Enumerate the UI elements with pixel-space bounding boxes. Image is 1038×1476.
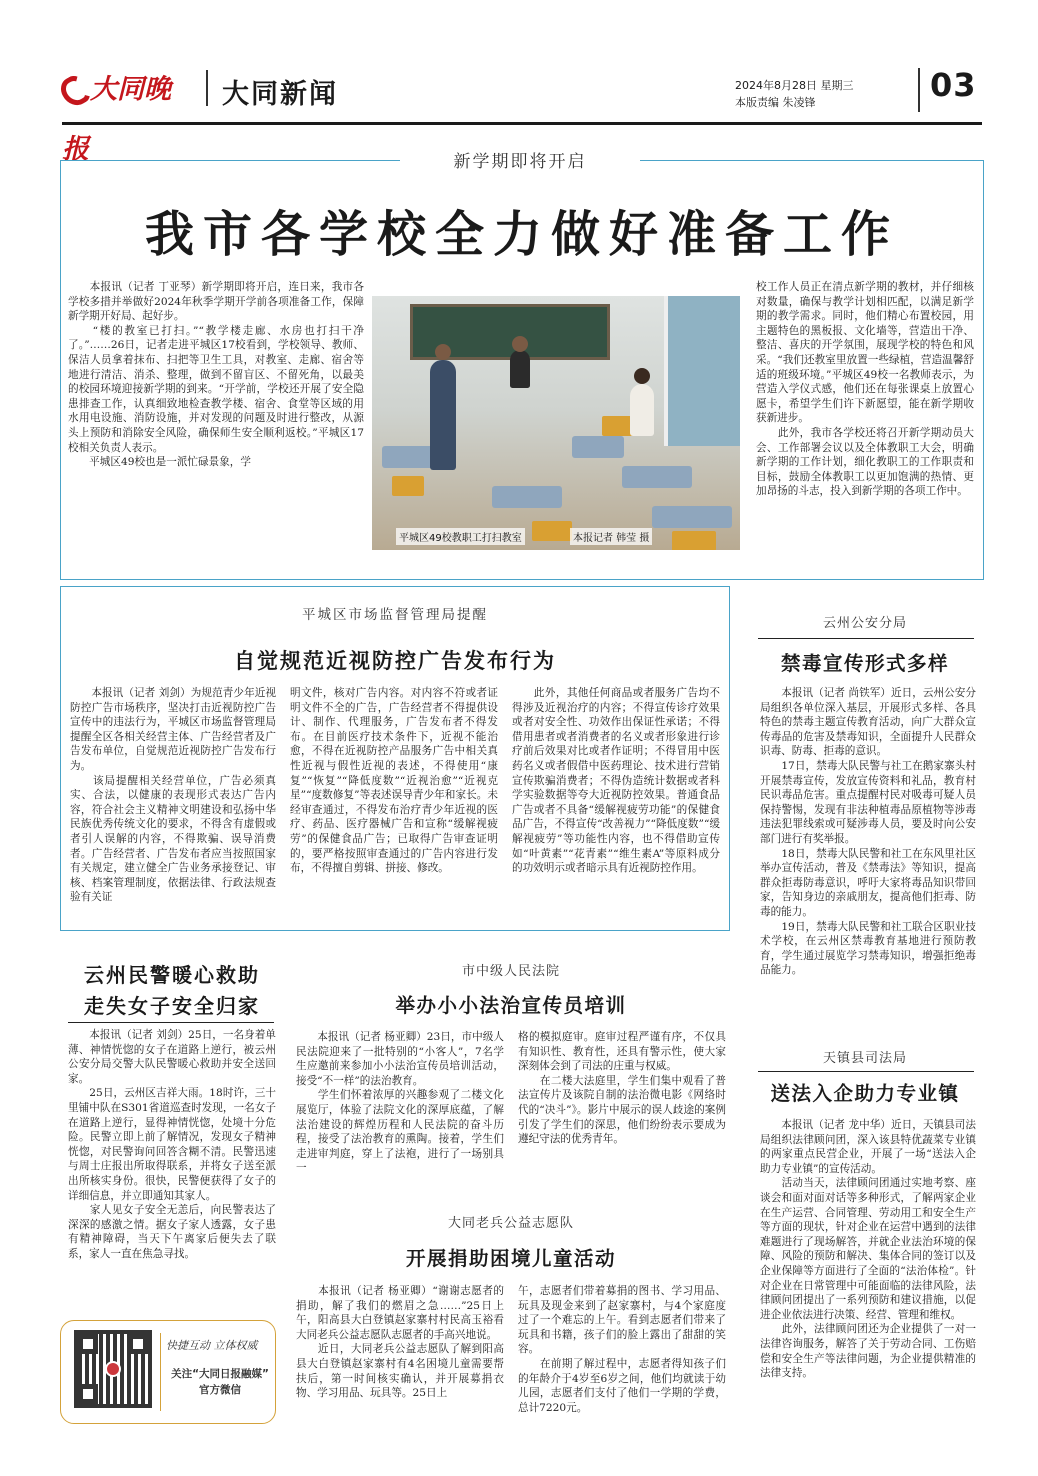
ad-body-column-3: 此外，其他任何商品或者服务广告均不得涉及近视治疗的内容；不得宣传诊疗效果或者对安全性、功效作出保证性承诺；不得借用患者或者消费者的名义或者形象进行诊疗前后效果对比或者作证明；不得冒用中医药名义或者假借中医药理论、技术进行营销宣传欺骗消费者；不得伪造统计数据或者科学实验数据等夸大近视防控效果。普通食品广告或者不具备“缓解视疲劳功能”的保健食品广告，不得宣传“改善视力”“降低度数”“缓解视疲劳”等功能性内容，也不得借助宣传如“叶黄素”“花青素”“维生素A”等原料成分的功效明示或者暗示具有近视防控作用。: [512, 687, 720, 875]
rescue-headline-line-2: 走失女子安全归家: [84, 994, 260, 1018]
court-article-kicker: 市中级人民法院: [461, 964, 560, 979]
desk-illustration: [492, 486, 562, 508]
qr-logo-icon: [105, 1361, 121, 1377]
desk-illustration: [622, 466, 692, 488]
lead-headline: 我市各学校全力做好准备工作: [144, 206, 899, 263]
photo-caption: 平城区49校教职工打扫教室: [396, 528, 525, 545]
ad-article-kicker: 平城区市场监督管理局提醒: [260, 603, 530, 623]
promo-divider: [160, 1333, 161, 1411]
qr-code[interactable]: [74, 1330, 152, 1408]
promo-follow-text: [166, 1366, 274, 1398]
rescue-article-body: 本报讯（记者 刘剑）25日，一名身着单薄、神情恍惚的女子在道路上逆行，被云州公安分局交警大队民警暖心救助并安全送回家。 25日，云州区吉祥大雨。18时许，三十里铺中队在S301省道巡查时发现，一名女子在道路上逆行，显得神情恍惚，处境十分危险。民警立即上前了解情况，发现女子精神恍惚，对民警询问回答含糊不清。民警迅速与周士庄报出所取得联系，并将女子送至派出所核实身份。很快，民警便获得了女子的详细信息，并立即通知其家人。 家人见女子安全无恙后，向民警表达了深深的感激之情。据女子家人透露，女子患有精神障碍，当天下午离家后便失去了联系，家人一直在焦急寻找。: [68, 1029, 276, 1260]
desk-illustration: [382, 446, 434, 468]
judicial-article-headline: 送法入企助力专业镇: [770, 1082, 960, 1105]
court-body-column-1: 本报讯（记者 杨亚卿）23日，市中级人民法院迎来了一批特别的“小客人”，7名学生应邀前来参加小小法治宣传员培训活动，接受“不一样”的法治教育。 学生们怀着浓厚的兴趣参观了二楼文化展览厅，体验了法院文化的深厚底蕴，了解法治建设的辉煌历程和人民法院的奋斗历程，接受了法治教育的熏陶。接着，学生们走进审判庭，穿上了法袍，进行了一场别具一: [296, 1031, 504, 1175]
desk-illustration: [572, 436, 624, 458]
volunteer-article-kicker: 大同老兵公益志愿队: [447, 1216, 574, 1231]
rescue-headline-rule: [68, 1022, 274, 1023]
page-editor: 本版责编 朱凌锋: [735, 96, 816, 109]
volunteer-body-column-2: 午，志愿者们带着募捐的图书、学习用品、玩具及现金来到了赵家寨村，与4个家庭度过了一个难忘的上午。看到志愿者们带来了玩具和书籍，孩子们的脸上露出了甜甜的笑容。 在前期了解过程中，志愿者得知孩子们的年龄介于4岁至6岁之间，他们均就读于幼儿园，志愿者们支付了他们一学期的学费，总计7220元。: [518, 1285, 726, 1414]
ad-body-column-2: 明文件，核对广告内容。对内容不符或者证明文件不全的广告，广告经营者不得提供设计、制作、代理服务，广告发布者不得发布。在目前医疗技术条件下，近视不能治愈，不得在近视防控产品服务广告中相关真性近视与假性近视的表述，不得使用“康复”“恢复”“降低度数”“近视治愈”“近视克星”“度数修复”等表述误导青少年和家长。未经审查通过，不得发布治疗青少年近视的医疗、药品、医疗器械广告和宣称“缓解视疲劳”的保健食品广告；已取得广告审查证明的，要严格按照审查通过的广告内容进行发布，不得擅自剪辑、拼接、修改。: [290, 687, 498, 875]
issue-date: 2024年8月28日 星期三: [735, 79, 854, 92]
window-illustration: [664, 296, 740, 446]
staff-head: [512, 336, 528, 352]
chair-illustration: [672, 531, 716, 550]
judicial-article-kicker: 天镇县司法局: [822, 1051, 907, 1066]
volunteer-body-column-1: 本报讯（记者 杨亚卿）“谢谢志愿者的捐助，解了我们的燃眉之急……”25日上午，阳高县大白登镇赵家寨村村民高玉裕看大同老兵公益志愿队志愿者的手高兴地说。 近日，大同老兵公益志愿队了解到阳高县大白登镇赵家寨村有4名困境儿童需要帮扶后，第一时间核实确认，并开展募捐衣物、学习用品、玩具等。25日上: [296, 1285, 504, 1400]
court-article-headline: 举办小小法治宣传员培训: [395, 994, 627, 1017]
logo-swirl-icon: [56, 71, 94, 110]
desk-illustration: [652, 506, 732, 528]
promo-follow-line-2: 官方微信: [199, 1384, 241, 1396]
rescue-article-headline: [66, 960, 278, 1022]
rescue-headline-line-1: 云州民警暖心救助: [84, 963, 260, 987]
police-kicker-rule: [758, 638, 974, 639]
newspaper-logo: [62, 60, 192, 165]
qr-finder-icon: [128, 1334, 148, 1354]
judicial-kicker-rule: [758, 1071, 974, 1072]
page-number: 03: [930, 66, 977, 104]
lead-body-column-2: 校工作人员正在清点新学期的教材，并仔细核对数量，确保与教学计划相匹配，以满足新学期的教学需求。同时，他们精心布置校园，用主题特色的黑板报、文化墙等，营造出干净、整洁、喜庆的开学氛围，展现学校的特色和风采。“我们还教室里放置一些绿植，营造温馨舒适的班级环境。”平城区49校一名教师表示，为营造入学仪式感，他们还在每张课桌上放置心愿卡，希望学生们许下新愿望，能在新学期收获新进步。 此外，我市各学校还将召开新学期动员大会、工作部署会议以及全体教职工大会，明确新学期的工作计划，细化教职工的工作职责和目标，鼓励全体教职工以更加饱满的热情、更加昂扬的斗志，投入到新学期的各项工作中。: [756, 281, 974, 498]
ad-article-headline: 自觉规范近视防控广告发布行为: [234, 649, 556, 673]
issue-info: [735, 77, 854, 111]
logo-text: 大同晚报: [62, 74, 171, 165]
masthead-rule: [62, 122, 982, 125]
lead-kicker: 新学期即将开启: [400, 147, 640, 172]
teacher-head: [435, 344, 451, 360]
staff-head-2: [634, 368, 650, 384]
teacher-figure: [430, 360, 456, 470]
staff-figure-2: [630, 384, 654, 436]
section-title: 大同新闻: [222, 79, 338, 110]
chair-illustration: [392, 476, 424, 496]
page-number-divider: [918, 68, 920, 112]
photo-credit: 本报记者 韩莹 摄: [570, 528, 652, 545]
masthead-divider: [206, 70, 208, 106]
police-article-body: 本报讯（记者 尚铁军）近日，云州公安分局组织各单位深入基层，开展形式多样、各具特色的禁毒主题宣传教育活动，向广大群众宣传毒品的危害及禁毒知识，全面提升人民群众识毒、防毒、拒毒的意识。 17日，禁毒大队民警与社工在鹅家寨头村开展禁毒宣传，发放宣传资料和礼品，教育村民识毒品危害。重点提醒村民对吸毒可疑人员保持警惕，发现有非法种植毒品原植物等涉毒违法犯罪线索或可疑涉毒人员，要及时向公安部门进行有奖举报。 18日，禁毒大队民警和社工在东风里社区举办宣传活动，普及《禁毒法》等知识，提高群众拒毒防毒意识，呼吁大家将毒品知识带回家，告知身边的亲戚朋友，提高他们拒毒、防毒的能力。 19日，禁毒大队民警和社工联合区职业技术学校，在云州区禁毒教育基地进行预防教育，学生通过展览学习禁毒知识，增强拒绝毒品能力。: [760, 687, 976, 977]
qr-finder-icon: [78, 1384, 98, 1404]
lead-photo: [372, 296, 740, 550]
police-article-kicker: 云州公安分局: [822, 616, 907, 631]
promo-follow-line-1: 关注“大同日报融媒”: [171, 1368, 269, 1380]
staff-figure: [510, 350, 530, 388]
volunteer-article-headline: 开展捐助困境儿童活动: [405, 1247, 616, 1270]
judicial-article-body: 本报讯（记者 龙中华）近日，天镇县司法局组织法律顾问团，深入该县特优蔬菜专业镇的两家重点民营企业，开展了一场“送法入企助力专业镇”的宣传活动。 活动当天，法律顾问团通过实地考察、座谈会和面对面对话等多种形式，了解两家企业在生产运营、合同管理、劳动用工和安全生产等方面的现状，针对企业在运营中遇到的法律难题进行了现场解答，并就企业法治环境的保障、风险的预防和解决、集体合同的签订以及企业保障等方面进行了全面的“法治体检”。针对企业在日常管理中可能面临的法律风险，法律顾问团提出了一系列预防和建议措施，以促进企业依法进行决策、经营、管理和维权。 此外，法律顾问团还为企业提供了一对一法律咨询服务，解答了关于劳动合同、工伤赔偿和安全生产等法律问题，为企业提供精准的法律支持。: [760, 1119, 976, 1380]
promo-slogan: 快捷互动 立体权威: [166, 1339, 258, 1352]
chair-illustration: [532, 521, 572, 541]
qr-finder-icon: [78, 1334, 98, 1354]
court-body-column-2: 格的模拟庭审。庭审过程严谨有序，不仅具有知识性、教育性，还具有警示性，使大家深刻体会到了司法的庄重与权威。 在二楼大法庭里，学生们集中观看了普法宣传片及该院自制的法治微电影《网络时代的“决斗”》。影片中展示的误人歧途的案例引发了学生们的深思，他们纷纷表示要成为遵纪守法的优秀青年。: [518, 1031, 726, 1146]
ad-body-column-1: 本报讯（记者 刘剑）为规范青少年近视防控广告市场秩序，坚决打击近视防控广告宣传中的违法行为，平城区市场监督管理局提醒全区各相关经营主体、广告经营者及广告发布单位，自觉规范近视防控广告发布行为。 该局提醒相关经营单位，广告必须真实、合法，以健康的表现形式表达广告内容，符合社会主义精神文明建设和弘扬中华民族优秀传统文化的要求，不得含有虚假或者引人误解的内容，不得欺骗、误导消费者。广告经营者、广告发布者应当按照国家有关规定，建立健全广告业务承接登记、审核、档案管理制度，依据法律、行政法规查验有关证: [70, 687, 276, 904]
police-article-headline: 禁毒宣传形式多样: [780, 652, 949, 675]
lead-body-column-1: 本报讯（记者 丁亚琴）新学期即将开启，连日来，我市各学校多措并举做好2024年秋季学期开学前各项准备工作，保障新学期开好局、起好步。 “楼的教室已打扫。”“教学楼走廊、水房也打扫干净了。”……26日，记者走进平城区17校看到，学校领导、教师、保洁人员拿着抹布、扫把等卫生工具，对教室、走廊、宿舍等地进行清洁、消杀、整理，做到不留盲区、不留死角，以最美的校园环境迎接新学期的到来。“开学前，学校还开展了安全隐患排查工作，认真细致地检查教学楼、宿舍、食堂等区域的用水用电设施、消防设施，并对发现的问题及时进行整改，从源头上预防和消除安全风险，确保师生安全顺利返校。”平城区17校相关负责人表示。 平城区49校也是一派忙碌景象，学: [68, 281, 364, 469]
